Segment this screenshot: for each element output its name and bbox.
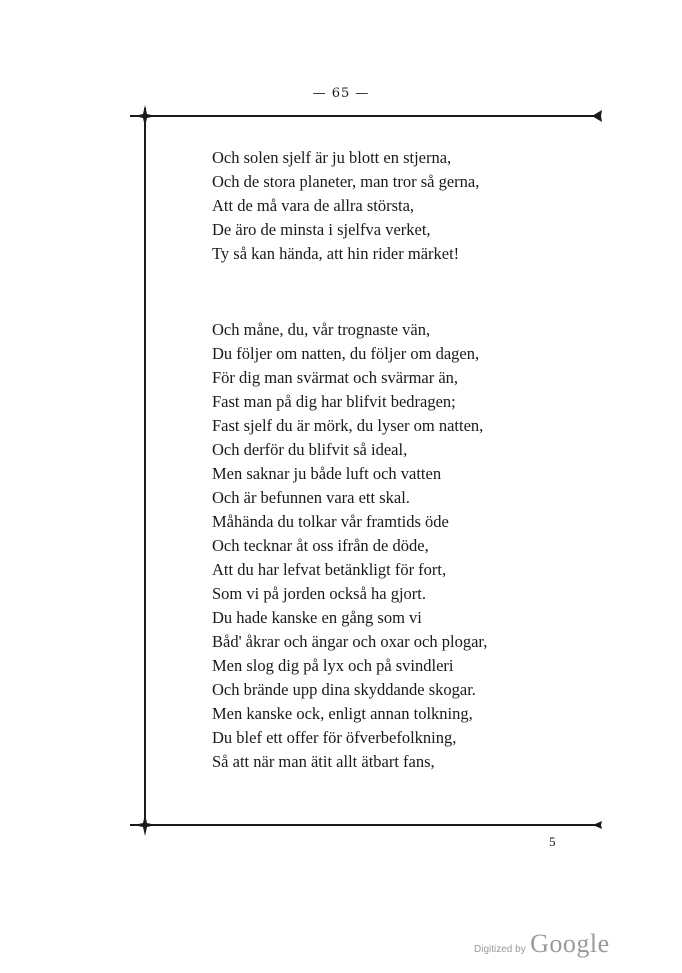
- left-rule: [144, 108, 146, 826]
- signature-mark: 5: [549, 834, 556, 849]
- verse-line: Fast sjelf du är mörk, du lyser om natten,: [212, 416, 484, 435]
- verse-line: Så att när man ätit allt ätbart fans,: [212, 752, 435, 771]
- verse-line: Du blef ett offer för öfverbefolkning,: [212, 728, 457, 747]
- stanza-2: [212, 318, 487, 774]
- page-number: — 65 —: [312, 86, 370, 101]
- verse-line: För dig man svärmat och svärmar än,: [212, 368, 459, 387]
- verse-line: Och de stora planeter, man tror så gerna,: [212, 172, 480, 191]
- verse-line: Och tecknar åt oss ifrån de döde,: [212, 536, 429, 555]
- verse-line: Och solen sjelf är ju blott en stjerna,: [212, 148, 452, 167]
- verse-line: Och brände upp dina skyddande skogar.: [212, 680, 476, 699]
- verse-line: De äro de minsta i sjelfva verket,: [212, 220, 431, 239]
- verse-line: Måhända du tolkar vår framtids öde: [212, 512, 449, 531]
- watermark-prefix: Digitized by: [474, 944, 526, 955]
- rule-end-bottom-right-icon: [592, 818, 604, 832]
- rule-end-top-right-icon: [590, 107, 606, 125]
- verse-line: Och måne, du, vår trognaste vän,: [212, 320, 431, 339]
- top-rule: [130, 115, 600, 117]
- digitized-watermark: [474, 929, 610, 959]
- verse-line: Och derför du blifvit så ideal,: [212, 440, 408, 459]
- verse-line: Fast man på dig har blifvit bedragen;: [212, 392, 456, 411]
- corner-ornament-top-left-icon: [133, 104, 157, 128]
- bottom-rule: [130, 824, 600, 826]
- verse-line: Du hade kanske en gång som vi: [212, 608, 422, 627]
- verse-line: Men slog dig på lyx och på svindleri: [212, 656, 454, 675]
- corner-ornament-bottom-left-icon: [133, 813, 157, 837]
- verse-line: Ty så kan hända, att hin rider märket!: [212, 244, 460, 263]
- verse-line: Och är befunnen vara ett skal.: [212, 488, 410, 507]
- verse-line: Som vi på jorden också ha gjort.: [212, 584, 427, 603]
- verse-line: Att du har lefvat betänkligt för fort,: [212, 560, 447, 579]
- watermark-brand: Google: [530, 929, 610, 958]
- verse-line: Men saknar ju både luft och vatten: [212, 464, 442, 483]
- verse-line: Att de må vara de allra största,: [212, 196, 415, 215]
- stanza-1: [212, 146, 479, 266]
- verse-line: Du följer om natten, du följer om dagen,: [212, 344, 480, 363]
- verse-line: Båd' åkrar och ängar och oxar och plogar,: [212, 632, 488, 651]
- verse-line: Men kanske ock, enligt annan tolkning,: [212, 704, 473, 723]
